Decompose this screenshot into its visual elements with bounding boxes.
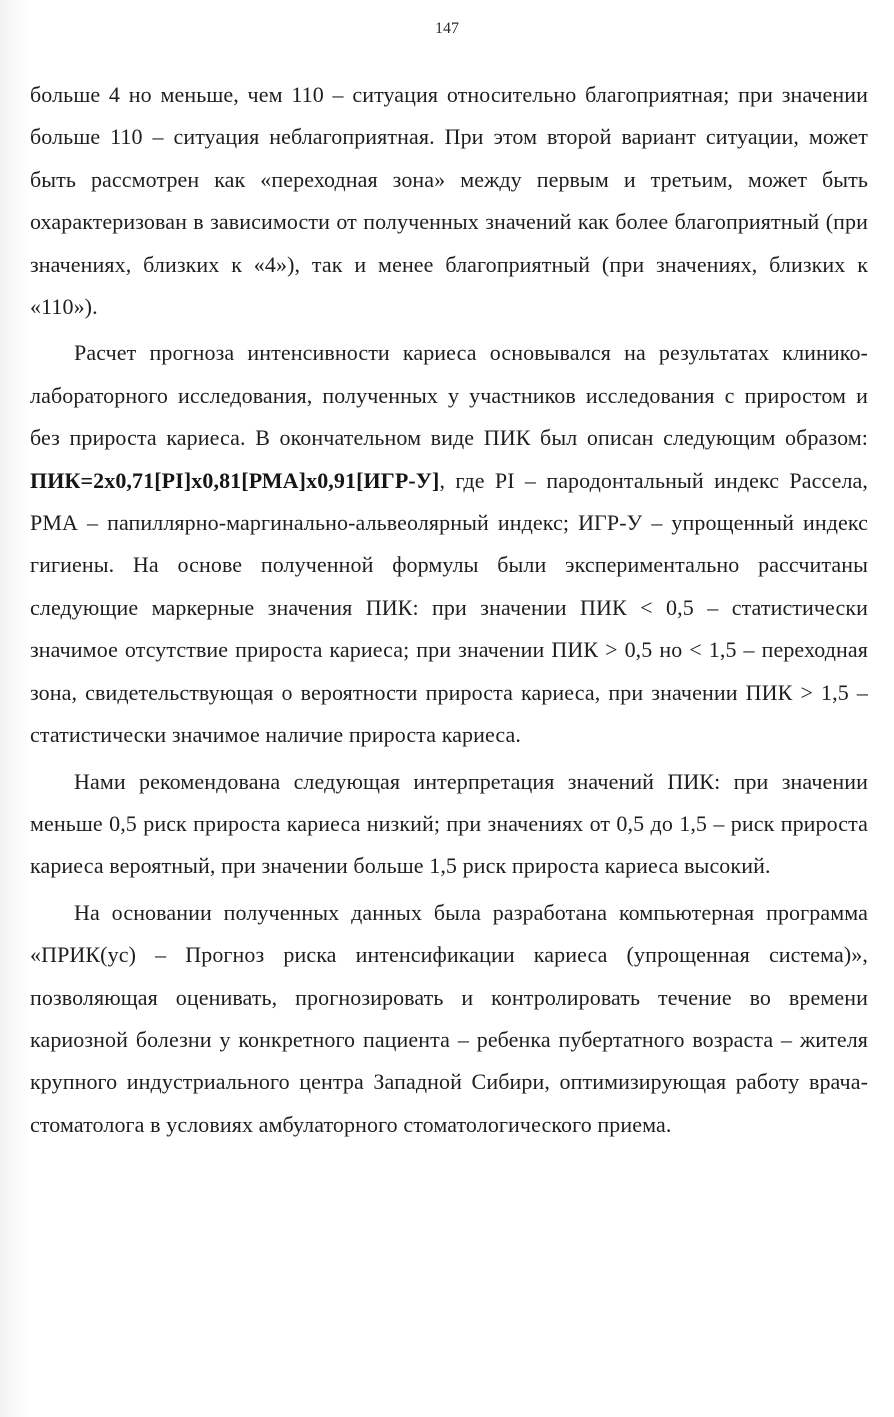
paragraph-2 bbox=[30, 332, 868, 756]
paragraph-3: Нами рекомендована следующая интерпретация значений ПИК: при значении меньше 0,5 риск прироста кариеса низкий; при значениях от 0,5 до 1,5 – риск прироста кариеса вероятный, при значении больше 1,5 риск прироста кариеса высокий. bbox=[30, 768, 868, 879]
page-number: 147 bbox=[435, 20, 459, 37]
paragraph-1: больше 4 но меньше, чем 110 – ситуация относительно благоприятная; при значении больше 110 – ситуация неблагоприятная. При этом второй вариант ситуации, может быть рассмотрен как «переходная зона» между первым и третьим, может быть охарактеризован в зависимости от полученных значений как более благоприятный (при значениях, близких к «4»), так и менее благоприятный (при значениях, близких к «110»). bbox=[30, 82, 868, 320]
pik-formula: ПИК=2х0,71[PI]х0,81[РМА]х0,91[ИГР-У] bbox=[30, 467, 440, 493]
paragraph-2-text-before: Расчет прогноза интенсивности кариеса основывался на результатах клинико-лабораторного исследования, полученных у участников исследования с приростом и без прироста кариеса. В окончательном виде ПИК был описан следующим образом: bbox=[30, 340, 868, 451]
scan-gutter-shadow bbox=[0, 0, 30, 1417]
paragraph-2-text-after: , где PI – пародонтальный индекс Рассела, РМА – папиллярно-маргинально-альвеолярный индекс; ИГР-У – упрощенный индекс гигиены. На основе полученной формулы были экспериментально рассчитаны следующие маркерные значения ПИК: при значении ПИК < 0,5 – статистически значимое отсутствие прироста кариеса; при значении ПИК > 0,5 но < 1,5 – переходная зона, свидетельствующая о вероятности прироста кариеса, при значении ПИК > 1,5 – статистически значимое наличие прироста кариеса. bbox=[30, 467, 868, 748]
paragraph-4: На основании полученных данных была разработана компьютерная программа «ПРИК(ус) – Прогноз риска интенсификации кариеса (упрощенная система)», позволяющая оценивать, прогнозировать и контролировать течение во времени кариозной болезни у конкретного пациента – ребенка пубертатного возраста – жителя крупного индустриального центра Западной Сибири, оптимизирующая работу врача-стоматолога в условиях амбулаторного стоматологического приема. bbox=[30, 899, 868, 1137]
text-body bbox=[30, 74, 868, 1146]
